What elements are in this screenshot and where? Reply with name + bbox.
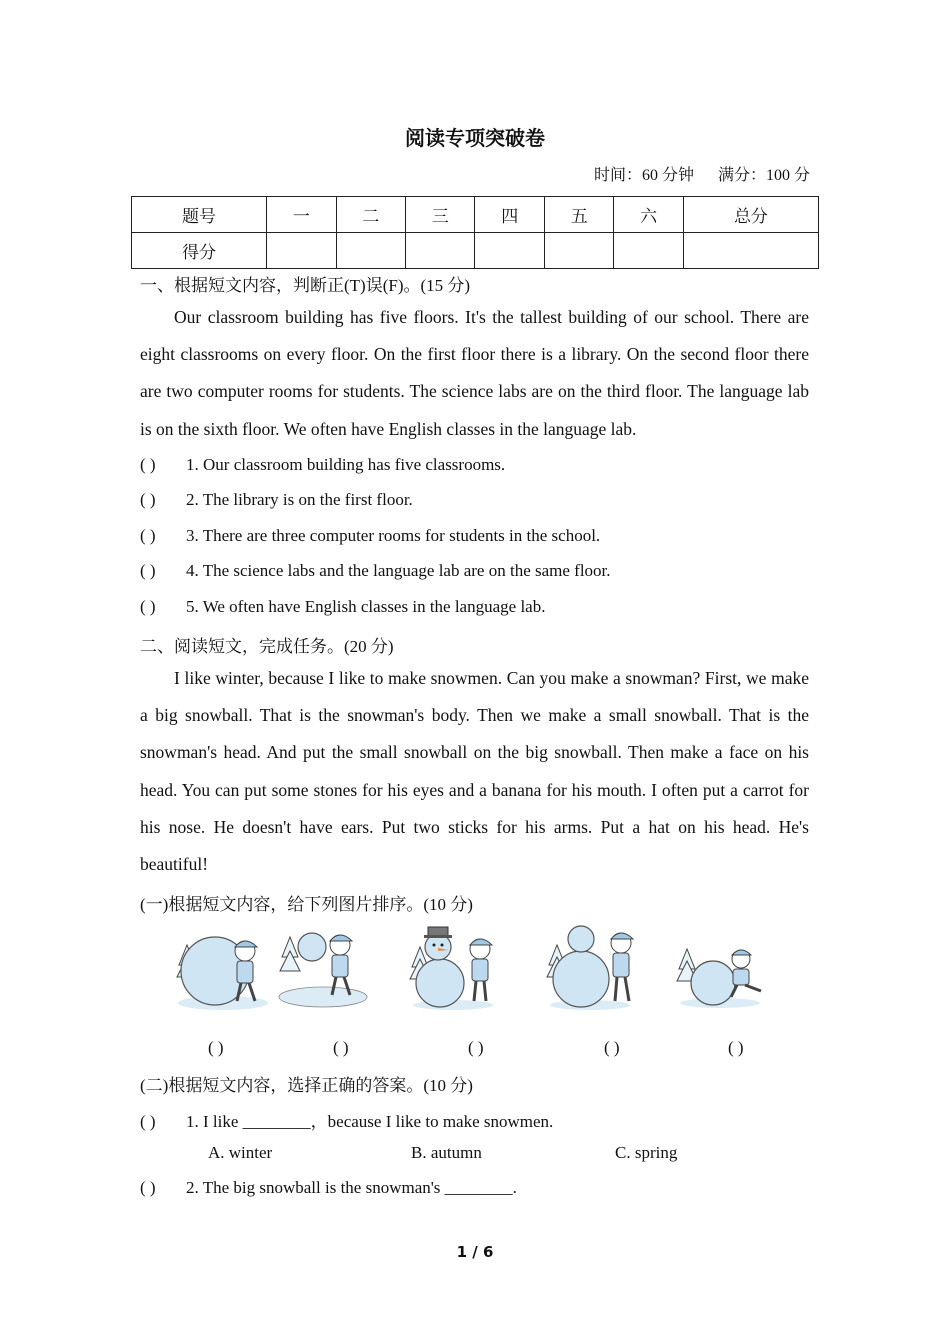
snowman-picture-5 bbox=[675, 925, 770, 1013]
score-table-header-row bbox=[132, 197, 819, 233]
question-item: ( ) 3. There are three computer rooms for students in the school. bbox=[140, 526, 601, 545]
score-input-cell[interactable] bbox=[336, 233, 405, 269]
exam-meta bbox=[588, 162, 810, 185]
order-blank-2[interactable]: ( ) bbox=[333, 1038, 349, 1057]
score-cell: 一 bbox=[267, 197, 336, 233]
section2-passage: I like winter, because I like to make snowmen. Can you make a snowman? First, we make a big snowball. That is the snowman's body. Then we make a small snowball. That is the snowman's head. And put the small snowball on the big snowball. Then make a face on his head. You can put some stones for his eyes and a banana for his mouth. I often put a carrot for his nose. He doesn't have ears. Put two sticks for his arms. Put a hat on his head. He's beautiful! bbox=[140, 668, 809, 875]
answer-paren[interactable]: ( ) bbox=[140, 1112, 156, 1131]
section1-passage: Our classroom building has five floors. It's the tallest building of our school. There are eight classrooms on every floor. On the first floor there is a library. On the second floor there are two computer rooms for students. The science labs are on the third floor. The language lab is on the sixth floor. We often have English classes in the language lab. bbox=[140, 307, 809, 439]
score-cell: 三 bbox=[406, 197, 475, 233]
score-cell: 得分 bbox=[132, 233, 267, 269]
snowman-picture-3 bbox=[408, 925, 508, 1013]
score-input-cell[interactable] bbox=[406, 233, 475, 269]
option-b[interactable]: B. autumn bbox=[411, 1143, 482, 1162]
answer-paren[interactable]: ( ) bbox=[140, 526, 156, 545]
section2-part1-heading: (一)根据短文内容，给下列图片排序。(10 分) bbox=[140, 895, 473, 914]
order-blank-1[interactable]: ( ) bbox=[208, 1038, 224, 1057]
score-table bbox=[131, 196, 819, 269]
question-item: ( ) 1. I like ________，because I like to make snowmen. bbox=[140, 1112, 554, 1131]
exam-full-score: 满分：100 分 bbox=[717, 167, 810, 184]
section2-part2-heading: (二)根据短文内容，选择正确的答案。(10 分) bbox=[140, 1076, 473, 1095]
snowman-picture-2 bbox=[278, 925, 373, 1013]
question-item: ( ) 1. Our classroom building has five classrooms. bbox=[140, 455, 506, 474]
answer-paren[interactable]: ( ) bbox=[140, 597, 156, 616]
score-cell: 五 bbox=[544, 197, 613, 233]
option-c[interactable]: C. spring bbox=[615, 1143, 678, 1162]
answer-paren[interactable]: ( ) bbox=[140, 1178, 156, 1197]
order-blank-5[interactable]: ( ) bbox=[728, 1038, 744, 1057]
snowman-picture-1 bbox=[175, 925, 275, 1013]
score-input-cell[interactable] bbox=[475, 233, 544, 269]
score-cell: 题号 bbox=[132, 197, 267, 233]
snowman-pictures bbox=[170, 925, 810, 1015]
score-input-cell[interactable] bbox=[267, 233, 336, 269]
score-cell: 总分 bbox=[683, 197, 818, 233]
score-cell: 四 bbox=[475, 197, 544, 233]
answer-paren[interactable]: ( ) bbox=[140, 561, 156, 580]
page-number: 1 / 6 bbox=[456, 1243, 494, 1261]
question-item: ( ) 2. The library is on the first floor. bbox=[140, 490, 413, 509]
order-blank-3[interactable]: ( ) bbox=[468, 1038, 484, 1057]
option-a[interactable]: A. winter bbox=[208, 1143, 273, 1162]
score-input-cell[interactable] bbox=[544, 233, 613, 269]
page-title: 阅读专项突破卷 bbox=[405, 126, 545, 150]
order-blank-4[interactable]: ( ) bbox=[604, 1038, 620, 1057]
question-item: ( ) 5. We often have English classes in the language lab. bbox=[140, 597, 546, 616]
answer-paren[interactable]: ( ) bbox=[140, 490, 156, 509]
score-table-score-row bbox=[132, 233, 819, 269]
question-item: ( ) 4. The science labs and the language lab are on the same floor. bbox=[140, 561, 611, 580]
question-item: ( ) 2. The big snowball is the snowman's ________. bbox=[140, 1178, 517, 1197]
snowman-picture-4 bbox=[545, 925, 645, 1013]
score-cell: 六 bbox=[614, 197, 683, 233]
score-input-cell[interactable] bbox=[614, 233, 683, 269]
score-input-cell[interactable] bbox=[683, 233, 818, 269]
section1-heading: 一、根据短文内容，判断正(T)误(F)。(15 分) bbox=[140, 276, 471, 295]
section2-heading: 二、阅读短文，完成任务。(20 分) bbox=[140, 637, 394, 656]
exam-time: 时间：60 分钟 bbox=[593, 167, 694, 184]
answer-paren[interactable]: ( ) bbox=[140, 455, 156, 474]
score-cell: 二 bbox=[336, 197, 405, 233]
